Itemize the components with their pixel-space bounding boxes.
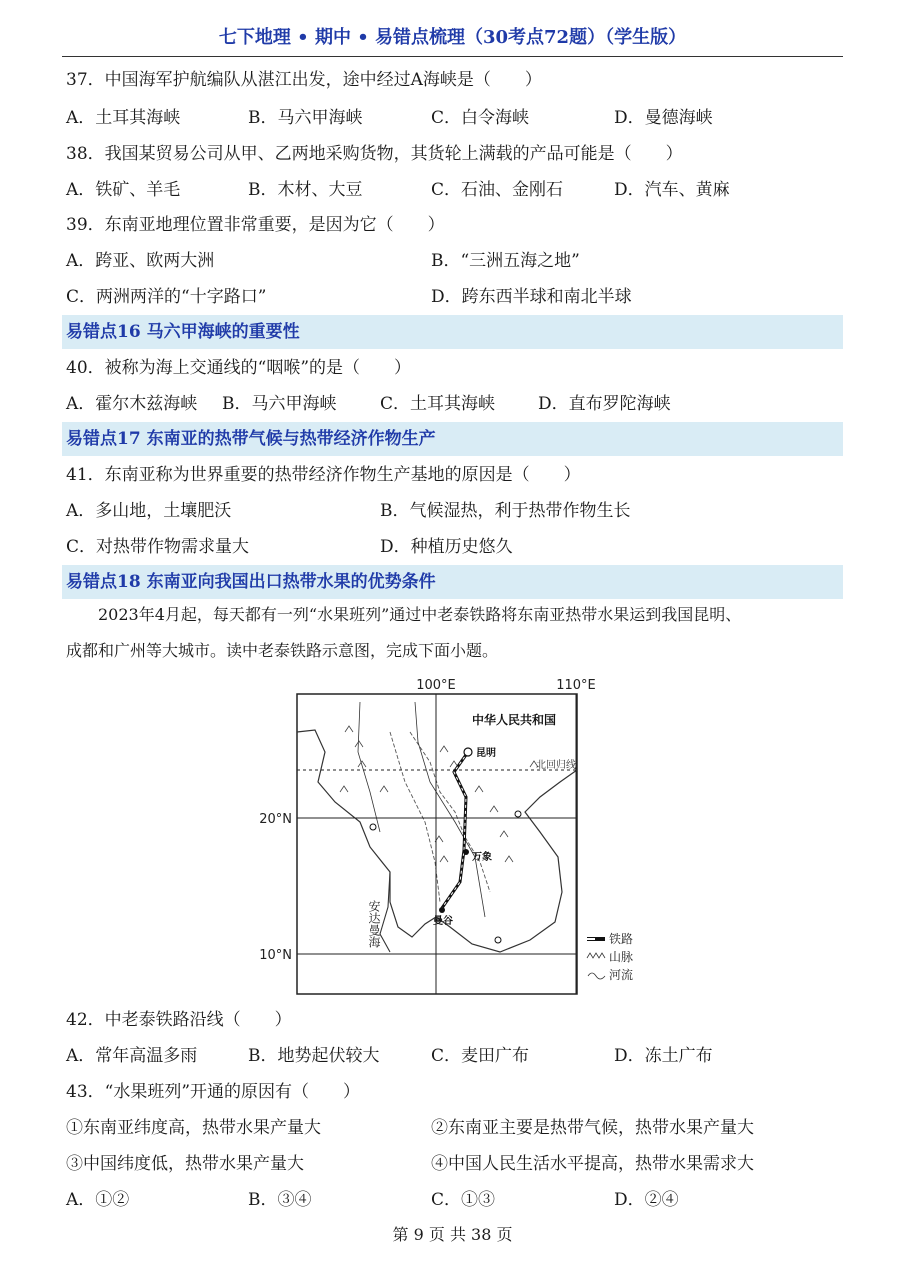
option-b: B．地势起伏较大 [248, 1046, 380, 1066]
lon-label-110: 110°E [556, 678, 596, 693]
city-kunming [464, 748, 472, 756]
option-b: B．气候湿热，利于热带作物生长 [380, 501, 631, 521]
option-d: D．汽车、黄麻 [614, 180, 730, 200]
option-a: A．铁矿、羊毛 [66, 180, 181, 200]
option-b: B．“三洲五海之地” [431, 251, 580, 271]
label-bangkok: 曼谷 [433, 916, 453, 927]
label-china: 中华人民共和国 [472, 713, 557, 727]
question-42-stem: 42．中老泰铁路沿线（ ） [66, 1010, 292, 1030]
option-b: B．木材、大豆 [248, 180, 363, 200]
page-footer: 第 9 页 共 38 页 [392, 1225, 513, 1244]
lat-label-10: 10°N [259, 948, 292, 963]
label-tropic: 北回归线 [536, 760, 576, 771]
option-c: C．对热带作物需求量大 [66, 537, 250, 557]
option-c: C．白令海峡 [431, 108, 530, 128]
intro-paragraph-line1: 2023年4月起，每天都有一列“水果班列”通过中老泰铁路将东南亚热带水果运到我国昆明、 [98, 605, 742, 624]
question-37-stem: 37．中国海军护航编队从湛江出发，途中经过A海峡是（ ） [66, 70, 542, 90]
option-a: A．常年高温多雨 [66, 1046, 198, 1066]
lat-label-20: 20°N [259, 812, 292, 827]
page-header: 七下地理 • 期中 • 易错点梳理（30考点72题）（学生版） [62, 20, 843, 57]
intro-paragraph-line2: 成都和广州等大城市。读中老泰铁路示意图，完成下面小题。 [66, 641, 499, 660]
legend-mountain: 山脉 [609, 950, 634, 964]
option-b: B．马六甲海峡 [222, 394, 337, 414]
legend-railway: 铁路 [609, 932, 634, 946]
option-d: D．曼德海峡 [614, 108, 713, 128]
question-40-stem: 40．被称为海上交通线的“咽喉”的是（ ） [66, 358, 412, 378]
option-d: D．直布罗陀海峡 [538, 394, 671, 414]
question-38-stem: 38．我国某贸易公司从甲、乙两地采购货物，其货轮上满载的产品可能是（ ） [66, 144, 683, 164]
section-heading-17: 易错点17 东南亚的热带气候与热带经济作物生产 [62, 422, 843, 456]
option-d: D．②④ [614, 1190, 679, 1210]
option-d: D．冻土广布 [614, 1046, 713, 1066]
statement-3: ③中国纬度低，热带水果产量大 [66, 1154, 304, 1174]
option-b: B．马六甲海峡 [248, 108, 363, 128]
city-vientiane [463, 849, 469, 855]
option-a: A．多山地，土壤肥沃 [66, 501, 232, 521]
option-d: D．跨东西半球和南北半球 [431, 287, 632, 307]
option-c: C．两洲两洋的“十字路口” [66, 287, 267, 307]
option-a: A．土耳其海峡 [66, 108, 181, 128]
question-43-stem: 43．“水果班列”开通的原因有（ ） [66, 1082, 361, 1102]
statement-4: ④中国人民生活水平提高，热带水果需求大 [431, 1154, 754, 1174]
map-legend [587, 931, 633, 982]
question-41-stem: 41．东南亚称为世界重要的热带经济作物生产基地的原因是（ ） [66, 465, 581, 485]
option-d: D．种植历史悠久 [380, 537, 513, 557]
section-heading-18: 易错点18 东南亚向我国出口热带水果的优势条件 [62, 565, 843, 599]
lon-label-100: 100°E [416, 678, 456, 693]
map-frame [297, 694, 577, 994]
label-kunming: 昆明 [476, 748, 496, 759]
option-c: C．石油、金刚石 [431, 180, 564, 200]
question-39-stem: 39．东南亚地理位置非常重要，是因为它（ ） [66, 215, 445, 235]
option-c: C．麦田广布 [431, 1046, 530, 1066]
statement-2: ②东南亚主要是热带气候，热带水果产量大 [431, 1118, 754, 1138]
section-heading-16: 易错点16 马六甲海峡的重要性 [62, 315, 843, 349]
label-vientiane: 万象 [472, 852, 492, 863]
option-a: A．霍尔木兹海峡 [66, 394, 198, 414]
statement-1: ①东南亚纬度高，热带水果产量大 [66, 1118, 321, 1138]
option-c: C．①③ [431, 1190, 496, 1210]
city-bangkok [439, 907, 445, 913]
option-b: B．③④ [248, 1190, 312, 1210]
railway-map [240, 672, 660, 1002]
option-a: A．跨亚、欧两大洲 [66, 251, 215, 271]
option-a: A．①② [66, 1190, 130, 1210]
label-andaman-sea: 安达曼海 [367, 900, 381, 948]
legend-river: 河流 [609, 968, 634, 982]
option-c: C．土耳其海峡 [380, 394, 496, 414]
